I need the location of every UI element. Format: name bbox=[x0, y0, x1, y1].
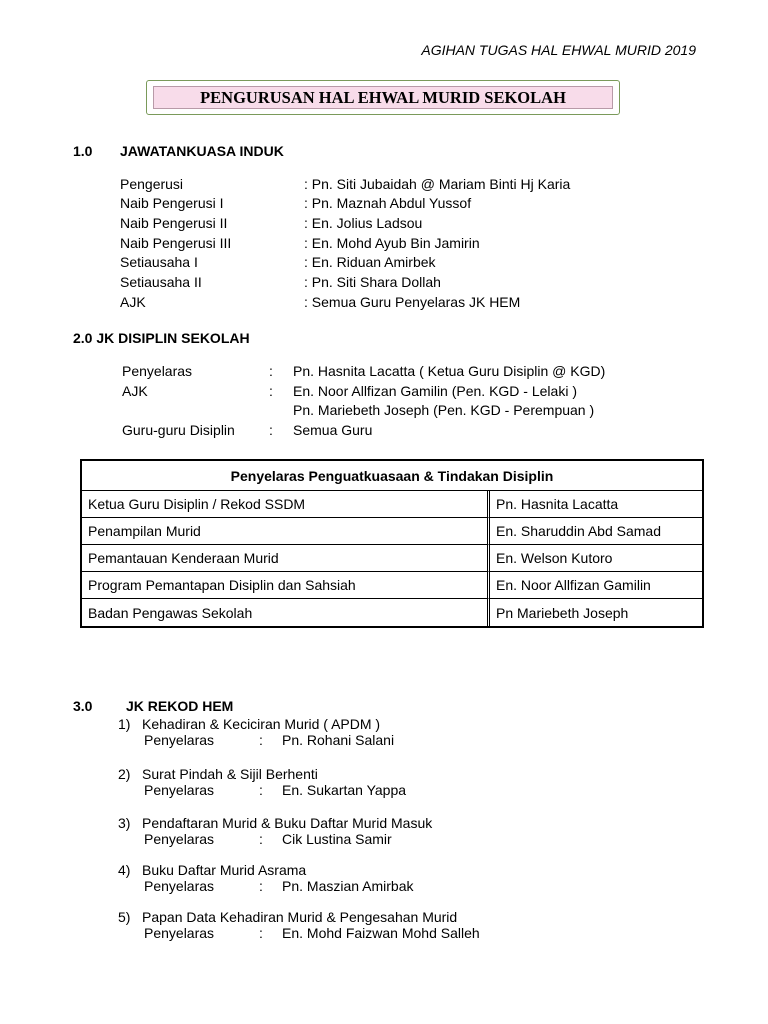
colon: : bbox=[259, 732, 263, 748]
table-cell-task: Badan Pengawas Sekolah bbox=[82, 599, 490, 626]
colon: : bbox=[269, 422, 273, 438]
title-box bbox=[146, 80, 620, 115]
table-row bbox=[82, 572, 702, 599]
enforcement-table bbox=[80, 459, 704, 628]
role-value: : En. Riduan Amirbek bbox=[304, 254, 436, 270]
section-3-number: 3.0 bbox=[73, 698, 93, 714]
role-label: Naib Pengerusi II bbox=[120, 215, 228, 231]
table-cell-task: Pemantauan Kenderaan Murid bbox=[82, 545, 490, 572]
section-2-title: 2.0 JK DISIPLIN SEKOLAH bbox=[73, 330, 250, 346]
table-cell-person: En. Welson Kutoro bbox=[490, 545, 702, 572]
item-label: Penyelaras bbox=[144, 782, 215, 798]
table-row bbox=[82, 491, 702, 518]
item-number: 2) bbox=[118, 766, 131, 782]
item-title: Pendaftaran Murid & Buku Daftar Murid Masuk bbox=[142, 815, 433, 831]
table-cell-person: En. Sharuddin Abd Samad bbox=[490, 518, 702, 545]
role-label: Setiausaha I bbox=[120, 254, 198, 270]
table-cell-task: Penampilan Murid bbox=[82, 518, 490, 545]
section-1-title: JAWATANKUASA INDUK bbox=[120, 143, 284, 159]
colon: : bbox=[259, 925, 263, 941]
document-header: AGIHAN TUGAS HAL EHWAL MURID 2019 bbox=[421, 42, 696, 58]
colon: : bbox=[269, 363, 273, 379]
table-header: Penyelaras Penguatkuasaan & Tindakan Disiplin bbox=[82, 461, 702, 491]
role-label: AJK bbox=[122, 383, 148, 399]
role-value: Pn. Hasnita Lacatta ( Ketua Guru Disiplin @ KGD) bbox=[293, 363, 606, 379]
item-label: Penyelaras bbox=[144, 925, 215, 941]
item-label: Penyelaras bbox=[144, 878, 215, 894]
colon: : bbox=[259, 878, 263, 894]
item-number: 1) bbox=[118, 716, 131, 732]
colon: : bbox=[269, 383, 273, 399]
role-value: : Pn. Maznah Abdul Yussof bbox=[304, 195, 472, 211]
table-cell-person: Pn Mariebeth Joseph bbox=[496, 604, 629, 621]
item-person: En. Sukartan Yappa bbox=[282, 782, 407, 798]
item-person: Cik Lustina Samir bbox=[282, 831, 392, 847]
role-value: : En. Mohd Ayub Bin Jamirin bbox=[304, 235, 480, 251]
role-label: Naib Pengerusi III bbox=[120, 235, 232, 251]
role-label: Penyelaras bbox=[122, 363, 193, 379]
role-value: En. Noor Allfizan Gamilin (Pen. KGD - Lelaki ) bbox=[293, 383, 577, 399]
section-1-number: 1.0 bbox=[73, 143, 93, 159]
role-value: : En. Jolius Ladsou bbox=[304, 215, 423, 231]
role-value: Pn. Mariebeth Joseph (Pen. KGD - Perempuan ) bbox=[293, 402, 595, 418]
role-label: Setiausaha II bbox=[120, 274, 202, 290]
role-value: : Semua Guru Penyelaras JK HEM bbox=[304, 294, 521, 310]
role-label: AJK bbox=[120, 294, 146, 310]
table-cell-task: Program Pemantapan Disiplin dan Sahsiah bbox=[82, 572, 490, 599]
role-label: Naib Pengerusi I bbox=[120, 195, 224, 211]
item-title: Papan Data Kehadiran Murid & Pengesahan Murid bbox=[142, 909, 458, 925]
item-number: 4) bbox=[118, 862, 131, 878]
table-row bbox=[82, 518, 702, 545]
role-value: : Pn. Siti Jubaidah @ Mariam Binti Hj Karia bbox=[304, 176, 571, 192]
item-person: En. Mohd Faizwan Mohd Salleh bbox=[282, 925, 480, 941]
role-value: Semua Guru bbox=[293, 422, 373, 438]
item-title: Surat Pindah & Sijil Berhenti bbox=[142, 766, 318, 782]
item-number: 3) bbox=[118, 815, 131, 831]
table-cell-person: En. Noor Allfizan Gamilin bbox=[490, 572, 702, 599]
table-cell-task: Ketua Guru Disiplin / Rekod SSDM bbox=[82, 491, 490, 518]
role-label: Guru-guru Disiplin bbox=[122, 422, 235, 438]
item-title: Buku Daftar Murid Asrama bbox=[142, 862, 307, 878]
table-header-row bbox=[82, 461, 702, 491]
table-row bbox=[82, 599, 702, 626]
page-title: PENGURUSAN HAL EHWAL MURID SEKOLAH bbox=[153, 86, 613, 109]
table-cell-person: Pn. Hasnita Lacatta bbox=[490, 491, 702, 518]
colon: : bbox=[259, 831, 263, 847]
item-title: Kehadiran & Keciciran Murid ( APDM ) bbox=[142, 716, 381, 732]
section-3-title: JK REKOD HEM bbox=[126, 698, 234, 714]
role-value: : Pn. Siti Shara Dollah bbox=[304, 274, 441, 290]
item-person: Pn. Rohani Salani bbox=[282, 732, 395, 748]
item-label: Penyelaras bbox=[144, 732, 215, 748]
colon: : bbox=[259, 782, 263, 798]
table-row bbox=[82, 545, 702, 572]
item-number: 5) bbox=[118, 909, 131, 925]
role-label: Pengerusi bbox=[120, 176, 184, 192]
item-person: Pn. Maszian Amirbak bbox=[282, 878, 414, 894]
item-label: Penyelaras bbox=[144, 831, 215, 847]
